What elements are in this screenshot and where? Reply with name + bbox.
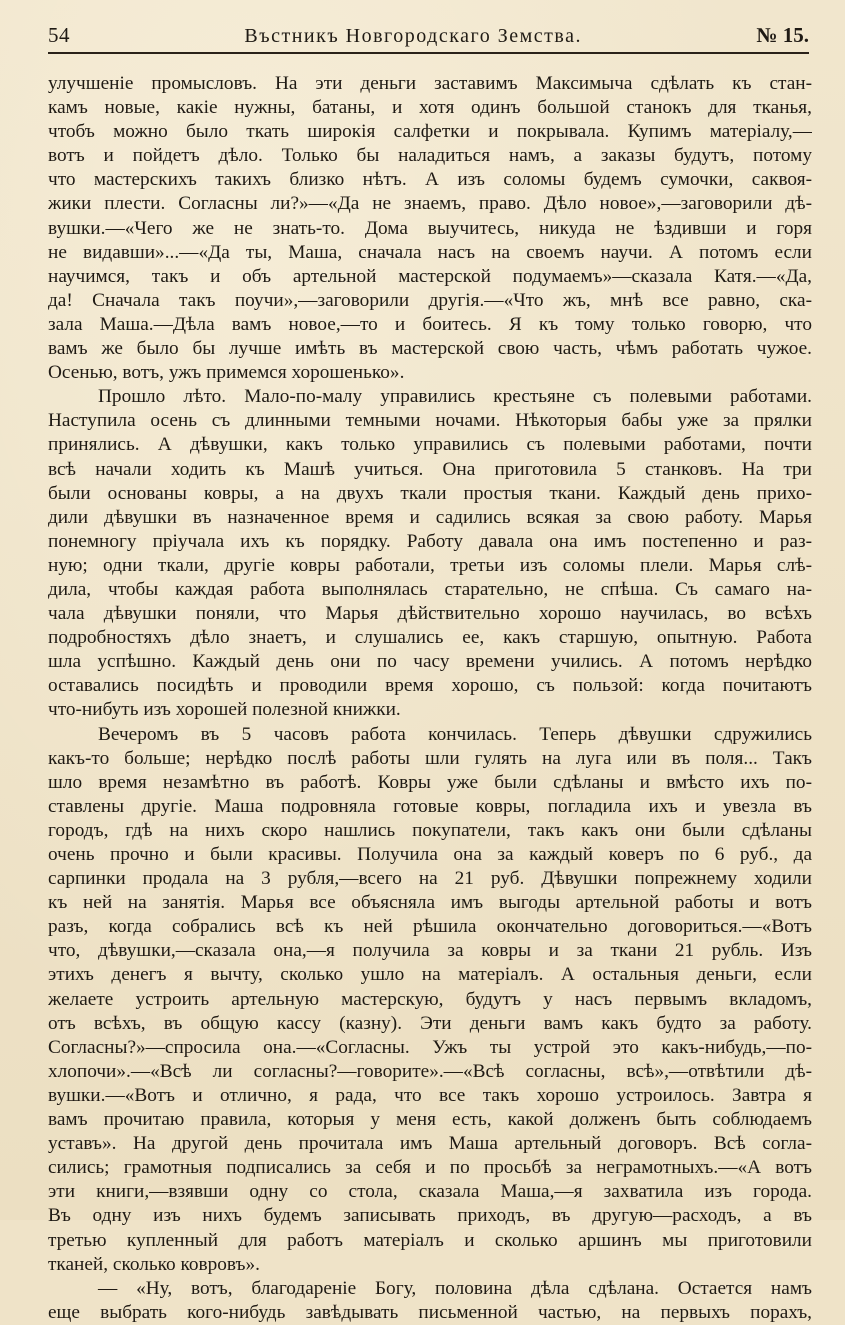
text-line: тканей, сколько ковровъ». bbox=[48, 1253, 260, 1275]
text-line: шла успѣшно. Каждый день они по часу времени учились. А потомъ нерѣдко bbox=[48, 651, 812, 673]
text-line: желаете устроить артельную мастерскую, будутъ у насъ первымъ вкладомъ, bbox=[48, 988, 812, 1010]
text-line: не видавши»...—«Да ты, Маша, сначала насъ на своемъ научи. А потомъ если bbox=[48, 241, 812, 263]
text-line: да! Сначала такъ поучи»,—заговорили другія.—«Что жъ, мнѣ все равно, ска- bbox=[48, 289, 812, 311]
text-line: вамъ же было бы лучше имѣть въ мастерской свою часть, чѣмъ работать чужое. bbox=[48, 338, 812, 360]
text-line: еще выбрать кого-нибудь завѣдывать письменной частью, на первыхъ порахъ, bbox=[48, 1301, 812, 1323]
text-line: оставались посидѣть и проводили время хорошо, съ пользой: когда почитаютъ bbox=[48, 675, 812, 697]
text-line: хлопочи».—«Всѣ ли согласны?—говорите».—«Всѣ согласны, всѣ»,—отвѣтили дѣ- bbox=[48, 1060, 812, 1082]
text-line: жики плести. Согласны ли?»—«Да не знаемъ, право. Дѣло новое»,—заговорили дѣ- bbox=[48, 193, 812, 215]
text-line: вамъ прочитаю правила, которыя у меня есть, какой долженъ быть соблюдаемъ bbox=[48, 1109, 812, 1131]
text-line: Осенью, вотъ, ужъ примемся хорошенько». bbox=[48, 362, 405, 384]
text-line: разъ, когда собрались всѣ къ ней рѣшила окончательно договориться.—«Вотъ bbox=[48, 916, 812, 938]
text-line: уставъ». На другой день прочитала имъ Маша артельный договоръ. Всѣ согла- bbox=[48, 1133, 812, 1155]
text-line: вушки.—«Чего же не знать-то. Дома выучитесь, никуда не ѣздивши и горя bbox=[48, 217, 812, 239]
text-line: дила, чтобы каждая работа выполнялась старательно, не спѣша. Съ самаго на- bbox=[48, 578, 812, 600]
text-line: ставлены другіе. Маша подровняла готовые ковры, погладила ихъ и увезла въ bbox=[48, 795, 812, 817]
text-line: ную; одни ткали, другіе ковры работали, третьи изъ соломы плели. Марья слѣ- bbox=[48, 554, 812, 576]
text-line: были основаны ковры, а на двухъ ткали простыя ткани. Каждый день прихо- bbox=[48, 482, 812, 504]
text-line: чала дѣвушки поняли, что Марья дѣйствительно хорошо научилась, во всѣхъ bbox=[48, 603, 812, 625]
text-line: вотъ и пойдетъ дѣло. Только бы наладиться намъ, а заказы будутъ, потому bbox=[48, 145, 812, 167]
text-line: принялись. А дѣвушки, какъ только управились съ полевыми работами, почти bbox=[48, 434, 812, 456]
text-line: сились; грамотныя подписались за себя и по просьбѣ за неграмотныхъ.—«А вотъ bbox=[48, 1157, 812, 1179]
text-line: камъ новые, какіе нужны, батаны, и хотя одинъ большой станокъ для тканья, bbox=[48, 97, 812, 119]
text-line: вушки.—«Вотъ и отлично, я рада, что все такъ хорошо устроилось. Завтра я bbox=[48, 1084, 812, 1106]
text-line: зала Маша.—Дѣла вамъ новое,—то и боитесь. Я къ тому только говорю, что bbox=[48, 313, 812, 335]
text-line: какъ-то больше; нерѣдко послѣ работы шли гулять на луга или въ поля... Такъ bbox=[48, 747, 812, 769]
running-title: Въстникъ Новгородскаго Земства. bbox=[244, 25, 582, 47]
page-header bbox=[48, 18, 809, 54]
text-line: всѣ начали ходить къ Машѣ учиться. Она приготовила 5 станковъ. На три bbox=[48, 458, 812, 480]
text-line: подробностяхъ дѣло знаетъ, и слушались ее, какъ старшую, опытную. Работа bbox=[48, 627, 812, 649]
text-line: отъ всѣхъ, въ общую кассу (казну). Эти деньги вамъ какъ будто за работу. bbox=[48, 1012, 812, 1034]
text-line: улучшеніе промысловъ. На эти деньги заставимъ Максимыча сдѣлать къ стан- bbox=[48, 73, 812, 94]
text-line: чтобъ можно было ткать широкія салфетки и покрывала. Купимъ матеріалу,— bbox=[48, 121, 812, 143]
text-line: дили дѣвушки въ назначенное время и садились всякая за свою работу. Марья bbox=[48, 506, 812, 528]
text-line: что мастерскихъ такихъ близко нѣтъ. А изъ соломы будемъ сумочки, саквоя- bbox=[48, 169, 812, 191]
text-line: этихъ денегъ я вычту, сколько ушло на матеріалъ. А остальныя деньги, если bbox=[48, 964, 812, 986]
text-line: Прошло лѣто. Мало-по-малу управились крестьяне съ полевыми работами. bbox=[98, 386, 812, 408]
text-line: Согласны?»—спросила она.—«Согласны. Ужъ ты устрой это какъ-нибудь,—по- bbox=[48, 1036, 812, 1058]
text-line: эти книги,—взявши одну со стола, сказала Маша,—я захватила изъ города. bbox=[48, 1181, 812, 1203]
text-line: Наступила осень съ длинными темными ночами. Нѣкоторыя бабы уже за прялки bbox=[48, 410, 812, 432]
text-line: что, дѣвушки,—сказала она,—я получила за ковры и за ткани 21 рубль. Изъ bbox=[48, 940, 812, 962]
text-line: шло время незамѣтно въ работѣ. Ковры уже были сдѣланы и вмѣсто ихъ по- bbox=[48, 771, 812, 793]
page-number: 54 bbox=[48, 23, 70, 47]
text-line: научимся, такъ и объ артельной мастерской подумаемъ»—сказала Катя.—«Да, bbox=[48, 265, 812, 287]
text-line: сарпинки продала на 3 рубля,—всего на 21 руб. Дѣвушки попрежнему ходили bbox=[48, 868, 812, 890]
issue-number: № 15. bbox=[756, 23, 809, 47]
text-line: что-нибуть изъ хорошей полезной книжки. bbox=[48, 699, 401, 721]
text-line: Вечеромъ въ 5 часовъ работа кончилась. Теперь дѣвушки сдружились bbox=[98, 723, 812, 745]
text-line: Въ одну изъ нихъ будемъ записывать приходъ, въ другую—расходъ, а въ bbox=[48, 1205, 812, 1227]
text-line: городъ, гдѣ на нихъ скоро нашлись покупатели, такъ какъ они были сдѣланы bbox=[48, 819, 812, 841]
text-line: — «Ну, вотъ, благодареніе Богу, половина дѣла сдѣлана. Остается намъ bbox=[98, 1277, 812, 1299]
text-line: третью купленный для работъ матеріалъ и сколько аршинъ мы приготовили bbox=[48, 1229, 812, 1251]
article-body bbox=[48, 72, 812, 1325]
text-line: очень прочно и были красивы. Получила она за каждый коверъ по 6 руб., да bbox=[48, 844, 812, 865]
text-line: къ ней на занятія. Марья все объясняла имъ выгоды артельной работы и вотъ bbox=[48, 892, 812, 914]
text-line: понемногу пріучала ихъ къ порядку. Работу давала она имъ постепенно и раз- bbox=[48, 530, 812, 552]
